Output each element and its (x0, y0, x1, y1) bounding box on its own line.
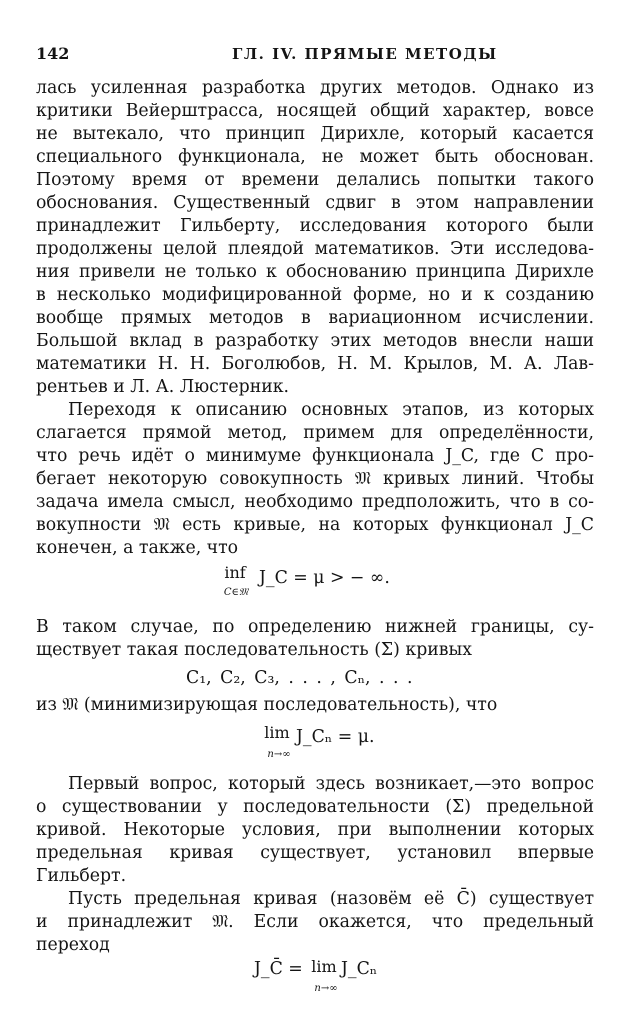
text-line: критики Вейерштрасса, носящей общий характер, вовсе (36, 101, 594, 121)
text-line: о существовании у последовательности (Σ) предельной (36, 797, 594, 817)
lim-operator: lim (264, 723, 290, 742)
page-header (36, 44, 594, 66)
limit-passage-operator: lim (311, 957, 337, 976)
page-body (36, 77, 594, 1011)
text-line: математики Н. Н. Боголюбов, Н. М. Крылов, М. А. Лав- (36, 354, 594, 374)
running-head: ГЛ. IV. ПРЯМЫЕ МЕТОДЫ (232, 45, 498, 63)
inf-expression: J_C = μ > − ∞. (259, 568, 390, 588)
text-line: конечен, а также, что (36, 538, 239, 558)
paragraph-3 (36, 616, 594, 662)
paragraph-6 (36, 888, 594, 957)
formula-sequence (36, 662, 594, 694)
text-line: рентьев и Л. А. Люстерник. (36, 377, 290, 397)
text-line: продолжены целой плеядой математиков. Эти исследова- (36, 239, 594, 259)
inf-operator: inf (224, 563, 246, 582)
text-line: предельная кривая существует, установил впервые (36, 843, 594, 863)
text-line: ществует такая последовательность (Σ) кривых (36, 640, 472, 660)
text-line: Пусть предельная кривая (назовём её C̄) существует (68, 889, 594, 909)
text-line: вокупности 𝔐 есть кривые, на которых функционал J_C (36, 515, 594, 535)
text-line: Поэтому время от времени делались попытки такого (36, 170, 594, 190)
text-line: слагается прямой метод, примем для определённости, (36, 423, 594, 443)
paragraph-4 (36, 694, 594, 717)
page-number: 142 (36, 44, 70, 63)
text-line: Гильберт. (36, 866, 127, 886)
text-line: лась усиленная разработка других методов. Однако из (36, 78, 594, 98)
formula-infimum (36, 560, 594, 616)
text-line: ния привели не только к обоснованию принципа Дирихле (36, 262, 594, 282)
text-line: кривой. Некоторые условия, при выполнении которых (36, 820, 594, 840)
paragraph-1 (36, 77, 594, 399)
text-line: из 𝔐 (минимизирующая последовательность), что (36, 695, 498, 715)
text-line: специального функционала, не может быть обоснован. (36, 147, 594, 167)
lim-subscript: n→∞ (267, 749, 291, 760)
text-line: вообще прямых методов в вариационном исчислении. (36, 308, 594, 328)
text-line: обоснования. Существенный сдвиг в этом направлении (36, 193, 594, 213)
text-line: не вытекало, что принцип Дирихле, который касается (36, 124, 594, 144)
text-line: В таком случае, по определению нижней границы, су- (36, 617, 594, 637)
limit-passage-expression: J_Cₙ (341, 959, 378, 979)
limit-passage-subscript: n→∞ (314, 983, 338, 994)
text-line: и принадлежит 𝔐. Если окажется, что предельный (36, 912, 594, 932)
text-line: переход (36, 935, 110, 955)
text-line: что речь идёт о минимуме функционала J_C, где C про- (36, 446, 594, 466)
sequence-expression: C₁, C₂, C₃, . . . , Cₙ, . . . (186, 668, 413, 688)
text-line: Большой вклад в разработку этих методов внесли наши (36, 331, 594, 351)
lim-expression: J_Cₙ = μ. (296, 727, 375, 747)
text-line: Первый вопрос, который здесь возникает,—это вопрос (68, 774, 594, 794)
text-line: задача имела смысл, необходимо предположить, что в со- (36, 492, 594, 512)
formula-limit (36, 717, 594, 773)
paragraph-5 (36, 773, 594, 888)
text-line: бегает некоторую совокупность 𝔐 кривых линий. Чтобы (36, 469, 594, 489)
text-line: Переходя к описанию основных этапов, из которых (68, 400, 594, 420)
formula-limit-passage (36, 957, 594, 1011)
paragraph-2 (36, 399, 594, 560)
inf-subscript: C∈𝔐 (223, 587, 249, 598)
limit-passage-lhs: J_C̄ = (254, 959, 303, 979)
text-line: принадлежит Гильберту, исследования которого были (36, 216, 594, 236)
text-line: в несколько модифицированной форме, но и к созданию (36, 285, 594, 305)
